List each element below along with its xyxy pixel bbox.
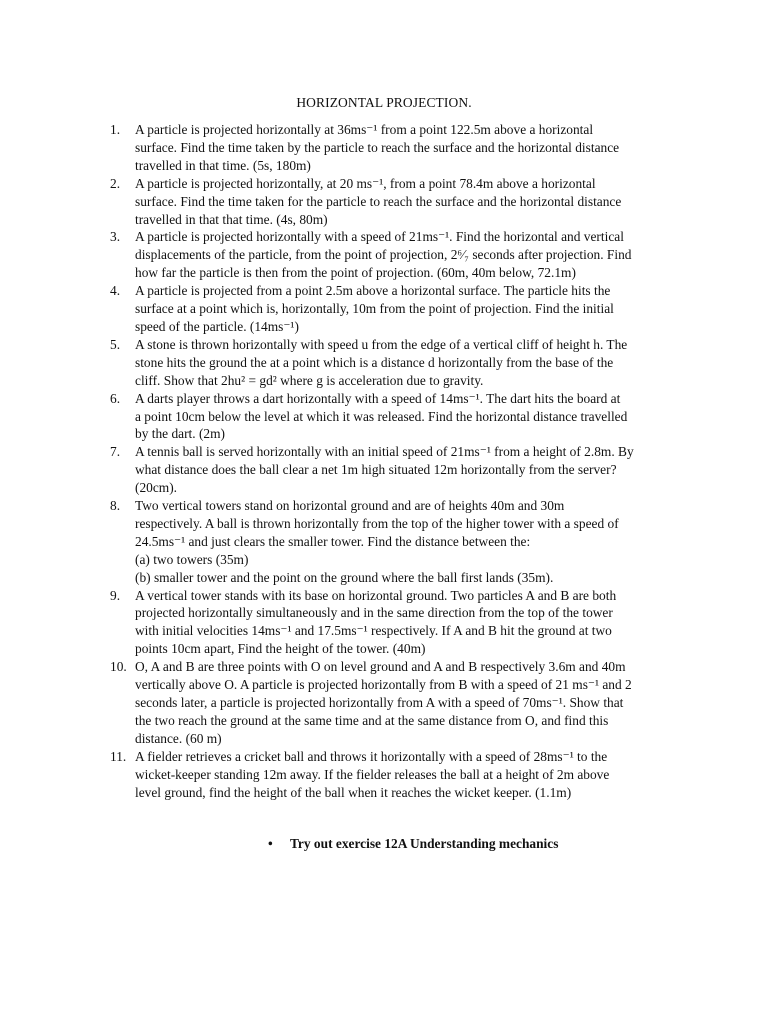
bullet-icon: •	[268, 836, 273, 851]
question-list	[110, 121, 690, 801]
question-item	[110, 658, 690, 748]
question-item	[110, 336, 690, 390]
question-line: A tennis ball is served horizontally with an initial speed of 21ms⁻¹ from a height of 2.8m. By	[135, 444, 634, 460]
question-number: 5.	[110, 336, 121, 352]
question-line: seconds later, a particle is projected horizontally from A with a speed of 70ms⁻¹. Show that	[135, 695, 624, 710]
question-item	[110, 443, 690, 497]
question-line: A particle is projected from a point 2.5m above a horizontal surface. The particle hits the	[135, 283, 611, 299]
question-line: Two vertical towers stand on horizontal ground and are of heights 40m and 30m	[135, 498, 565, 514]
bullet-note	[268, 836, 558, 852]
question-line: a point 10cm below the level at which it was released. Find the horizontal distance travelled	[135, 408, 628, 424]
question-line: with initial velocities 14ms⁻¹ and 17.5ms⁻¹ respectively. If A and B hit the ground at two	[135, 623, 612, 639]
question-line: points 10cm apart, Find the height of the tower. (40m)	[135, 641, 426, 657]
question-line: surface. Find the time taken by the particle to reach the surface and the horizontal distance	[135, 139, 620, 155]
question-line: surface at a point which is, horizontally, 10m from the point of projection. Find the initial	[135, 301, 614, 317]
question-line: (b) smaller tower and the point on the ground where the ball first lands (35m).	[135, 569, 554, 585]
question-number: 2.	[110, 175, 121, 191]
question-line: projected horizontally simultaneously and in the same direction from the top of the tower	[135, 605, 613, 621]
question-line: wicket-keeper standing 12m away. If the fielder releases the ball at a height of 2m above	[135, 766, 610, 782]
question-item	[110, 175, 690, 229]
question-line: distance. (60 m)	[135, 730, 222, 746]
question-item	[110, 228, 690, 282]
question-line: A stone is thrown horizontally with speed u from the edge of a vertical cliff of height h. The	[135, 336, 628, 352]
question-number: 8.	[110, 498, 121, 514]
question-number: 6.	[110, 390, 121, 406]
question-number: 1.	[110, 122, 121, 137]
question-item	[110, 748, 690, 802]
question-line: 24.5ms⁻¹ and just clears the smaller tower. Find the distance between the:	[135, 533, 531, 549]
question-line: level ground, find the height of the ball when it reaches the wicket keeper. (1.1m)	[135, 784, 572, 800]
question-line: how far the particle is then from the point of projection. (60m, 40m below, 72.1m)	[135, 265, 576, 281]
question-line: A particle is projected horizontally with a speed of 21ms⁻¹. Find the horizontal and vertical	[135, 229, 624, 245]
question-line: travelled in that that time. (4s, 80m)	[135, 211, 328, 227]
question-line: A darts player throws a dart horizontally with a speed of 14ms⁻¹. The dart hits the board at	[135, 390, 621, 406]
question-item	[110, 121, 690, 175]
question-number: 7.	[110, 444, 121, 460]
question-line: surface. Find the time taken for the particle to reach the surface and the horizontal distance	[135, 193, 622, 209]
question-line: respectively. A ball is thrown horizontally from the top of the higher tower with a speed of	[135, 515, 619, 531]
question-line: speed of the particle. (14ms⁻¹)	[135, 318, 299, 334]
question-line: A particle is projected horizontally at 36ms⁻¹ from a point 122.5m above a horizontal	[135, 122, 594, 137]
question-item	[110, 497, 690, 587]
question-line: O, A and B are three points with O on level ground and A and B respectively 3.6m and 40m	[135, 659, 626, 675]
question-number: 10.	[110, 659, 127, 675]
question-line: by the dart. (2m)	[135, 426, 225, 442]
question-line: travelled in that time. (5s, 180m)	[135, 157, 311, 173]
question-number: 4.	[110, 283, 121, 299]
question-line: (20cm).	[135, 480, 178, 496]
question-item	[110, 587, 690, 659]
question-line: A fielder retrieves a cricket ball and throws it horizontally with a speed of 28ms⁻¹ to the	[135, 748, 608, 764]
question-line: vertically above O. A particle is projected horizontally from B with a speed of 21 ms⁻¹ and 2	[135, 677, 632, 693]
question-number: 3.	[110, 229, 121, 245]
question-line: cliff. Show that 2hu² = gd² where g is acceleration due to gravity.	[135, 372, 484, 388]
question-line: A particle is projected horizontally, at 20 ms⁻¹, from a point 78.4m above a horizontal	[135, 175, 596, 191]
question-line: A vertical tower stands with its base on horizontal ground. Two particles A and B are both	[135, 587, 617, 603]
question-line: what distance does the ball clear a net 1m high situated 12m horizontally from the server?	[135, 462, 617, 478]
question-item	[110, 282, 690, 336]
bullet-text: Try out exercise 12A Understanding mechanics	[290, 836, 559, 851]
page-title: HORIZONTAL PROJECTION.	[296, 95, 472, 110]
question-line: the two reach the ground at the same time and at the same distance from O, and find this	[135, 712, 609, 728]
question-line: stone hits the ground the at a point which is a distance d horizontally from the base of the	[135, 354, 614, 370]
question-line: (a) two towers (35m)	[135, 551, 249, 567]
question-number: 11.	[110, 748, 127, 764]
question-number: 9.	[110, 587, 121, 603]
question-item	[110, 390, 690, 444]
question-line: displacements of the particle, from the point of projection, 2⁶⁄₇ seconds after projection. Find	[135, 247, 632, 263]
